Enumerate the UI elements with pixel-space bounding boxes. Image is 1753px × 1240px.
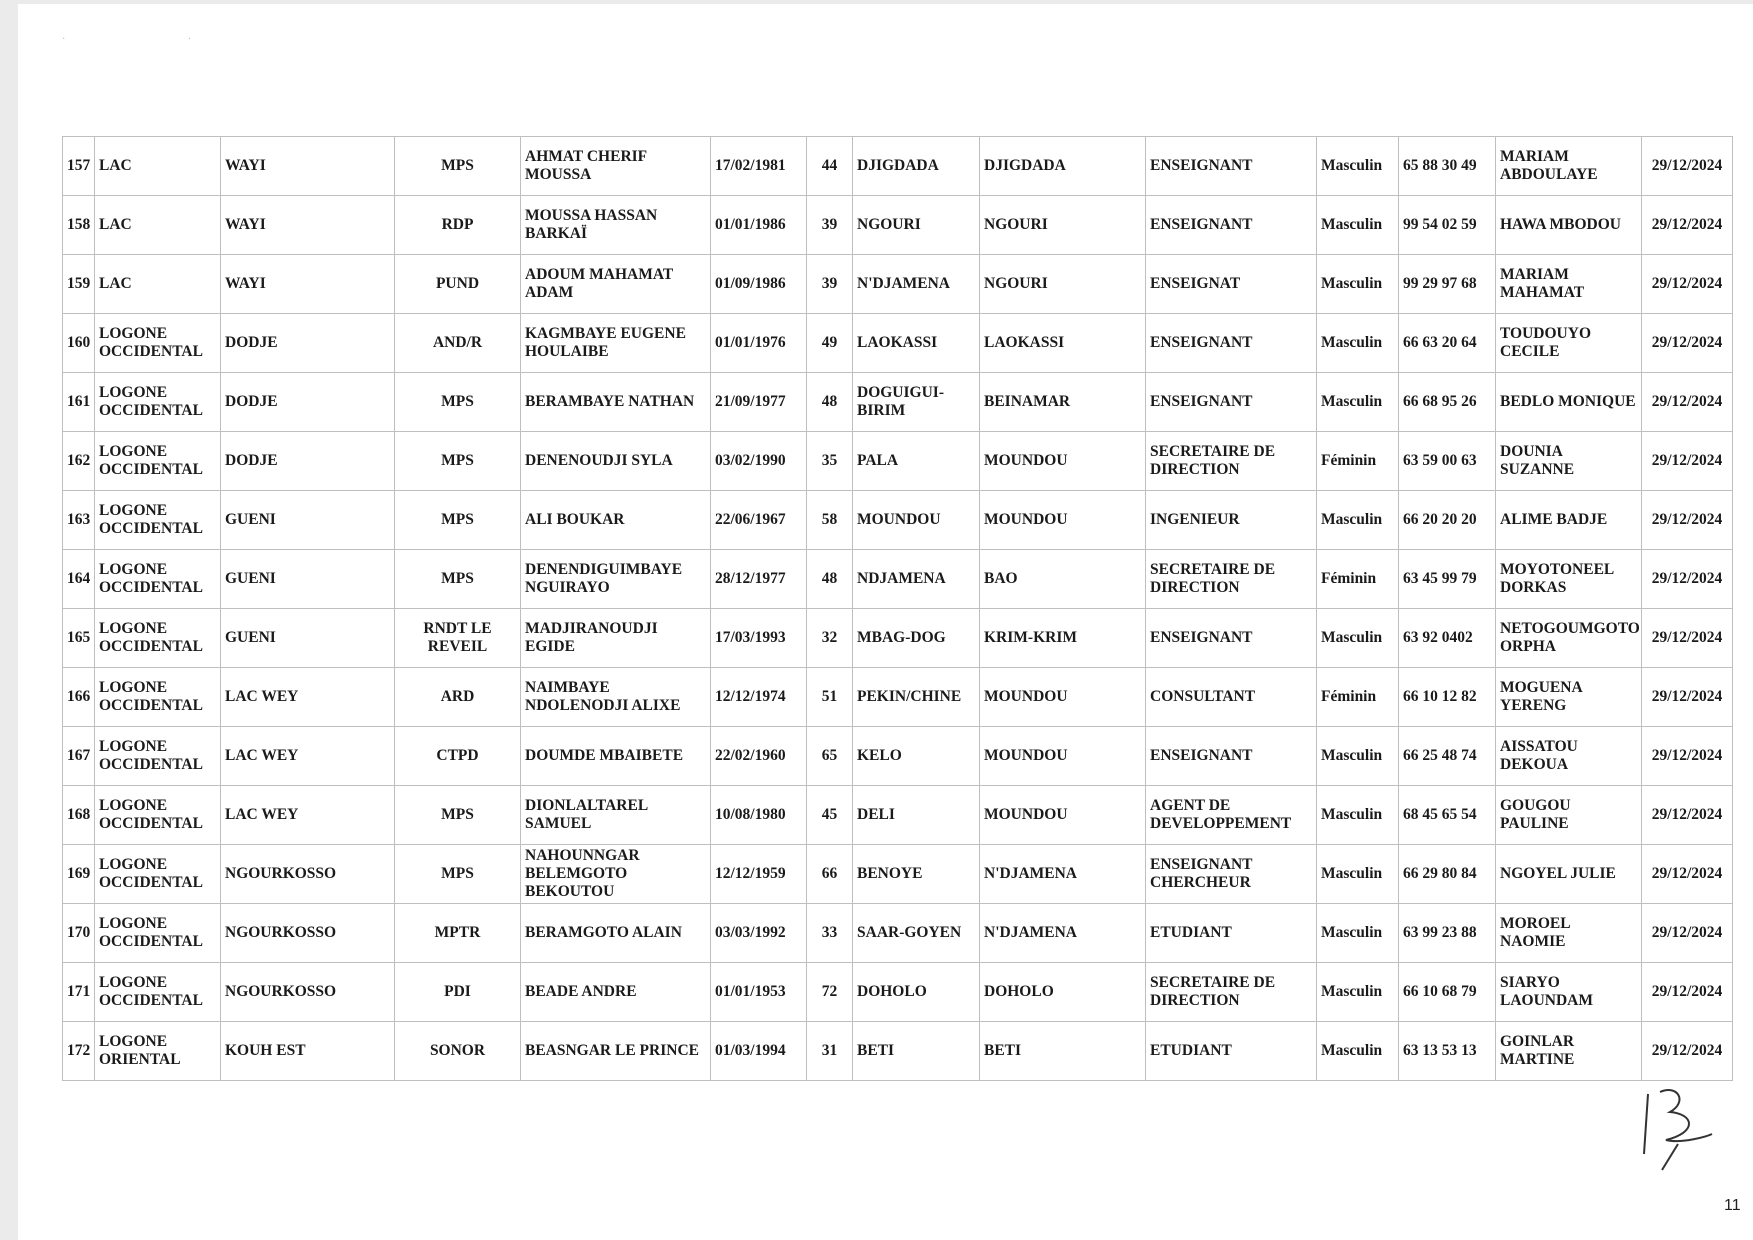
row-number-cell: 169 [63,845,95,904]
row-number-cell: 165 [63,609,95,668]
birth-date-cell: 12/12/1974 [711,668,807,727]
phone-cell: 66 20 20 20 [1399,491,1496,550]
substitute-name-cell: GOINLAR MARTINE [1496,1022,1642,1081]
birth-date-cell: 17/03/1993 [711,609,807,668]
phone-cell: 65 88 30 49 [1399,137,1496,196]
gender-cell: Masculin [1317,196,1399,255]
registration-date-cell: 29/12/2024 [1642,609,1733,668]
birth-place-cell: MBAG-DOG [853,609,980,668]
department-cell: GUENI [221,550,395,609]
age-cell: 35 [807,432,853,491]
table-row [63,373,1733,432]
department-cell: NGOURKOSSO [221,845,395,904]
phone-cell: 66 68 95 26 [1399,373,1496,432]
age-cell: 48 [807,550,853,609]
gender-cell: Masculin [1317,727,1399,786]
phone-cell: 66 25 48 74 [1399,727,1496,786]
birth-place-cell: MOUNDOU [853,491,980,550]
residence-cell: MOUNDOU [980,668,1146,727]
registration-date-cell: 29/12/2024 [1642,491,1733,550]
party-cell: RDP [395,196,521,255]
party-cell: PDI [395,963,521,1022]
handwritten-signature [1638,1084,1718,1174]
phone-cell: 66 63 20 64 [1399,314,1496,373]
registration-date-cell: 29/12/2024 [1642,196,1733,255]
province-cell: LOGONE OCCIDENTAL [95,845,221,904]
phone-cell: 66 10 68 79 [1399,963,1496,1022]
residence-cell: MOUNDOU [980,727,1146,786]
substitute-name-cell: DOUNIA SUZANNE [1496,432,1642,491]
phone-cell: 66 29 80 84 [1399,845,1496,904]
substitute-name-cell: AISSATOU DEKOUA [1496,727,1642,786]
residence-cell: MOUNDOU [980,491,1146,550]
residence-cell: NGOURI [980,196,1146,255]
table-row [63,845,1733,904]
birth-place-cell: N'DJAMENA [853,255,980,314]
candidate-name-cell: MOUSSA HASSAN BARKAÏ [521,196,711,255]
table-row [63,137,1733,196]
birth-place-cell: DOHOLO [853,963,980,1022]
province-cell: LOGONE OCCIDENTAL [95,727,221,786]
age-cell: 39 [807,196,853,255]
birth-date-cell: 01/01/1953 [711,963,807,1022]
candidate-name-cell: ADOUM MAHAMAT ADAM [521,255,711,314]
profession-cell: SECRETAIRE DE DIRECTION [1146,550,1317,609]
gender-cell: Masculin [1317,1022,1399,1081]
phone-cell: 63 45 99 79 [1399,550,1496,609]
department-cell: DODJE [221,314,395,373]
party-cell: ARD [395,668,521,727]
department-cell: WAYI [221,196,395,255]
birth-date-cell: 22/06/1967 [711,491,807,550]
candidate-name-cell: BEASNGAR LE PRINCE [521,1022,711,1081]
party-cell: MPS [395,137,521,196]
province-cell: LOGONE OCCIDENTAL [95,550,221,609]
candidate-name-cell: BEADE ANDRE [521,963,711,1022]
scan-specks: · · [62,34,252,45]
residence-cell: MOUNDOU [980,786,1146,845]
residence-cell: MOUNDOU [980,432,1146,491]
substitute-name-cell: MOGUENA YERENG [1496,668,1642,727]
registration-date-cell: 29/12/2024 [1642,432,1733,491]
department-cell: WAYI [221,255,395,314]
birth-place-cell: DOGUIGUI-BIRIM [853,373,980,432]
phone-cell: 68 45 65 54 [1399,786,1496,845]
profession-cell: SECRETAIRE DE DIRECTION [1146,432,1317,491]
age-cell: 31 [807,1022,853,1081]
gender-cell: Masculin [1317,904,1399,963]
birth-place-cell: NDJAMENA [853,550,980,609]
candidate-name-cell: NAHOUNNGAR BELEMGOTO BEKOUTOU [521,845,711,904]
table-row [63,609,1733,668]
birth-place-cell: BENOYE [853,845,980,904]
gender-cell: Masculin [1317,786,1399,845]
birth-place-cell: NGOURI [853,196,980,255]
province-cell: LOGONE OCCIDENTAL [95,786,221,845]
registration-date-cell: 29/12/2024 [1642,904,1733,963]
registration-date-cell: 29/12/2024 [1642,314,1733,373]
province-cell: LAC [95,196,221,255]
registration-date-cell: 29/12/2024 [1642,963,1733,1022]
profession-cell: ENSEIGNANT [1146,314,1317,373]
profession-cell: INGENIEUR [1146,491,1317,550]
gender-cell: Masculin [1317,845,1399,904]
candidate-name-cell: AHMAT CHERIF MOUSSA [521,137,711,196]
party-cell: RNDT LE REVEIL [395,609,521,668]
age-cell: 51 [807,668,853,727]
department-cell: DODJE [221,373,395,432]
residence-cell: N'DJAMENA [980,904,1146,963]
phone-cell: 99 29 97 68 [1399,255,1496,314]
row-number-cell: 164 [63,550,95,609]
department-cell: LAC WEY [221,727,395,786]
party-cell: MPS [395,373,521,432]
table-row [63,432,1733,491]
birth-place-cell: LAOKASSI [853,314,980,373]
profession-cell: ENSEIGNAT [1146,255,1317,314]
residence-cell: BETI [980,1022,1146,1081]
birth-date-cell: 01/01/1986 [711,196,807,255]
residence-cell: BEINAMAR [980,373,1146,432]
residence-cell: KRIM-KRIM [980,609,1146,668]
table-row [63,904,1733,963]
birth-place-cell: PEKIN/CHINE [853,668,980,727]
age-cell: 48 [807,373,853,432]
profession-cell: CONSULTANT [1146,668,1317,727]
row-number-cell: 170 [63,904,95,963]
party-cell: MPS [395,432,521,491]
gender-cell: Féminin [1317,550,1399,609]
age-cell: 49 [807,314,853,373]
substitute-name-cell: HAWA MBODOU [1496,196,1642,255]
department-cell: GUENI [221,491,395,550]
party-cell: MPS [395,550,521,609]
candidate-name-cell: DENENOUDJI SYLA [521,432,711,491]
province-cell: LOGONE OCCIDENTAL [95,373,221,432]
substitute-name-cell: MARIAM ABDOULAYE [1496,137,1642,196]
department-cell: KOUH EST [221,1022,395,1081]
province-cell: LOGONE OCCIDENTAL [95,491,221,550]
profession-cell: ENSEIGNANT CHERCHEUR [1146,845,1317,904]
party-cell: MPS [395,786,521,845]
row-number-cell: 158 [63,196,95,255]
residence-cell: NGOURI [980,255,1146,314]
department-cell: WAYI [221,137,395,196]
profession-cell: ENSEIGNANT [1146,196,1317,255]
row-number-cell: 163 [63,491,95,550]
residence-cell: N'DJAMENA [980,845,1146,904]
candidate-name-cell: BERAMGOTO ALAIN [521,904,711,963]
candidate-name-cell: NAIMBAYE NDOLENODJI ALIXE [521,668,711,727]
birth-place-cell: PALA [853,432,980,491]
province-cell: LOGONE OCCIDENTAL [95,668,221,727]
birth-place-cell: SAAR-GOYEN [853,904,980,963]
substitute-name-cell: ALIME BADJE [1496,491,1642,550]
party-cell: MPTR [395,904,521,963]
age-cell: 44 [807,137,853,196]
profession-cell: ENSEIGNANT [1146,137,1317,196]
age-cell: 39 [807,255,853,314]
birth-date-cell: 12/12/1959 [711,845,807,904]
birth-date-cell: 10/08/1980 [711,786,807,845]
phone-cell: 99 54 02 59 [1399,196,1496,255]
birth-date-cell: 22/02/1960 [711,727,807,786]
party-cell: MPS [395,845,521,904]
registration-date-cell: 29/12/2024 [1642,668,1733,727]
row-number-cell: 171 [63,963,95,1022]
substitute-name-cell: MOROEL NAOMIE [1496,904,1642,963]
registration-date-cell: 29/12/2024 [1642,786,1733,845]
substitute-name-cell: NGOYEL JULIE [1496,845,1642,904]
gender-cell: Masculin [1317,963,1399,1022]
phone-cell: 66 10 12 82 [1399,668,1496,727]
row-number-cell: 161 [63,373,95,432]
substitute-name-cell: SIARYO LAOUNDAM [1496,963,1642,1022]
phone-cell: 63 13 53 13 [1399,1022,1496,1081]
birth-date-cell: 03/03/1992 [711,904,807,963]
registration-date-cell: 29/12/2024 [1642,373,1733,432]
table-row [63,550,1733,609]
province-cell: LOGONE OCCIDENTAL [95,963,221,1022]
birth-date-cell: 03/02/1990 [711,432,807,491]
row-number-cell: 168 [63,786,95,845]
age-cell: 65 [807,727,853,786]
province-cell: LOGONE OCCIDENTAL [95,314,221,373]
substitute-name-cell: GOUGOU PAULINE [1496,786,1642,845]
department-cell: NGOURKOSSO [221,963,395,1022]
province-cell: LAC [95,137,221,196]
table-row [63,1022,1733,1081]
birth-place-cell: BETI [853,1022,980,1081]
age-cell: 72 [807,963,853,1022]
department-cell: DODJE [221,432,395,491]
phone-cell: 63 59 00 63 [1399,432,1496,491]
document-page [18,4,1753,1240]
row-number-cell: 172 [63,1022,95,1081]
birth-date-cell: 01/03/1994 [711,1022,807,1081]
party-cell: SONOR [395,1022,521,1081]
age-cell: 45 [807,786,853,845]
gender-cell: Féminin [1317,432,1399,491]
birth-date-cell: 01/09/1986 [711,255,807,314]
table-row [63,314,1733,373]
gender-cell: Masculin [1317,373,1399,432]
birth-place-cell: DELI [853,786,980,845]
candidate-name-cell: KAGMBAYE EUGENE HOULAIBE [521,314,711,373]
table-row [63,255,1733,314]
candidate-name-cell: DENENDIGUIMBAYE NGUIRAYO [521,550,711,609]
birth-date-cell: 17/02/1981 [711,137,807,196]
profession-cell: SECRETAIRE DE DIRECTION [1146,963,1317,1022]
gender-cell: Masculin [1317,609,1399,668]
substitute-name-cell: MARIAM MAHAMAT [1496,255,1642,314]
candidate-register-table [62,136,1733,1081]
gender-cell: Masculin [1317,137,1399,196]
age-cell: 33 [807,904,853,963]
registration-date-cell: 29/12/2024 [1642,137,1733,196]
registration-date-cell: 29/12/2024 [1642,1022,1733,1081]
register-body [63,137,1733,1081]
birth-place-cell: DJIGDADA [853,137,980,196]
department-cell: LAC WEY [221,668,395,727]
department-cell: NGOURKOSSO [221,904,395,963]
table-row [63,196,1733,255]
candidate-name-cell: BERAMBAYE NATHAN [521,373,711,432]
phone-cell: 63 99 23 88 [1399,904,1496,963]
row-number-cell: 162 [63,432,95,491]
age-cell: 58 [807,491,853,550]
party-cell: PUND [395,255,521,314]
candidate-name-cell: MADJIRANOUDJI EGIDE [521,609,711,668]
table-row [63,786,1733,845]
row-number-cell: 159 [63,255,95,314]
birth-date-cell: 21/09/1977 [711,373,807,432]
province-cell: LAC [95,255,221,314]
gender-cell: Féminin [1317,668,1399,727]
row-number-cell: 167 [63,727,95,786]
residence-cell: DOHOLO [980,963,1146,1022]
phone-cell: 63 92 0402 [1399,609,1496,668]
registration-date-cell: 29/12/2024 [1642,845,1733,904]
registration-date-cell: 29/12/2024 [1642,550,1733,609]
substitute-name-cell: BEDLO MONIQUE [1496,373,1642,432]
party-cell: MPS [395,491,521,550]
province-cell: LOGONE OCCIDENTAL [95,609,221,668]
profession-cell: ETUDIANT [1146,904,1317,963]
substitute-name-cell: NETOGOUMGOTO ORPHA [1496,609,1642,668]
registration-date-cell: 29/12/2024 [1642,255,1733,314]
gender-cell: Masculin [1317,314,1399,373]
province-cell: LOGONE OCCIDENTAL [95,904,221,963]
residence-cell: DJIGDADA [980,137,1146,196]
candidate-name-cell: DIONLALTAREL SAMUEL [521,786,711,845]
profession-cell: AGENT DE DEVELOPPEMENT [1146,786,1317,845]
residence-cell: LAOKASSI [980,314,1146,373]
substitute-name-cell: TOUDOUYO CECILE [1496,314,1642,373]
gender-cell: Masculin [1317,491,1399,550]
province-cell: LOGONE OCCIDENTAL [95,432,221,491]
party-cell: CTPD [395,727,521,786]
substitute-name-cell: MOYOTONEEL DORKAS [1496,550,1642,609]
profession-cell: ETUDIANT [1146,1022,1317,1081]
candidate-name-cell: DOUMDE MBAIBETE [521,727,711,786]
profession-cell: ENSEIGNANT [1146,609,1317,668]
row-number-cell: 166 [63,668,95,727]
table-row [63,963,1733,1022]
province-cell: LOGONE ORIENTAL [95,1022,221,1081]
candidate-name-cell: ALI BOUKAR [521,491,711,550]
birth-date-cell: 01/01/1976 [711,314,807,373]
table-row [63,727,1733,786]
profession-cell: ENSEIGNANT [1146,373,1317,432]
age-cell: 66 [807,845,853,904]
party-cell: AND/R [395,314,521,373]
gender-cell: Masculin [1317,255,1399,314]
birth-place-cell: KELO [853,727,980,786]
page-number: 11 [1724,1197,1741,1214]
age-cell: 32 [807,609,853,668]
row-number-cell: 157 [63,137,95,196]
registration-date-cell: 29/12/2024 [1642,727,1733,786]
birth-date-cell: 28/12/1977 [711,550,807,609]
table-row [63,668,1733,727]
profession-cell: ENSEIGNANT [1146,727,1317,786]
department-cell: GUENI [221,609,395,668]
residence-cell: BAO [980,550,1146,609]
table-row [63,491,1733,550]
row-number-cell: 160 [63,314,95,373]
department-cell: LAC WEY [221,786,395,845]
